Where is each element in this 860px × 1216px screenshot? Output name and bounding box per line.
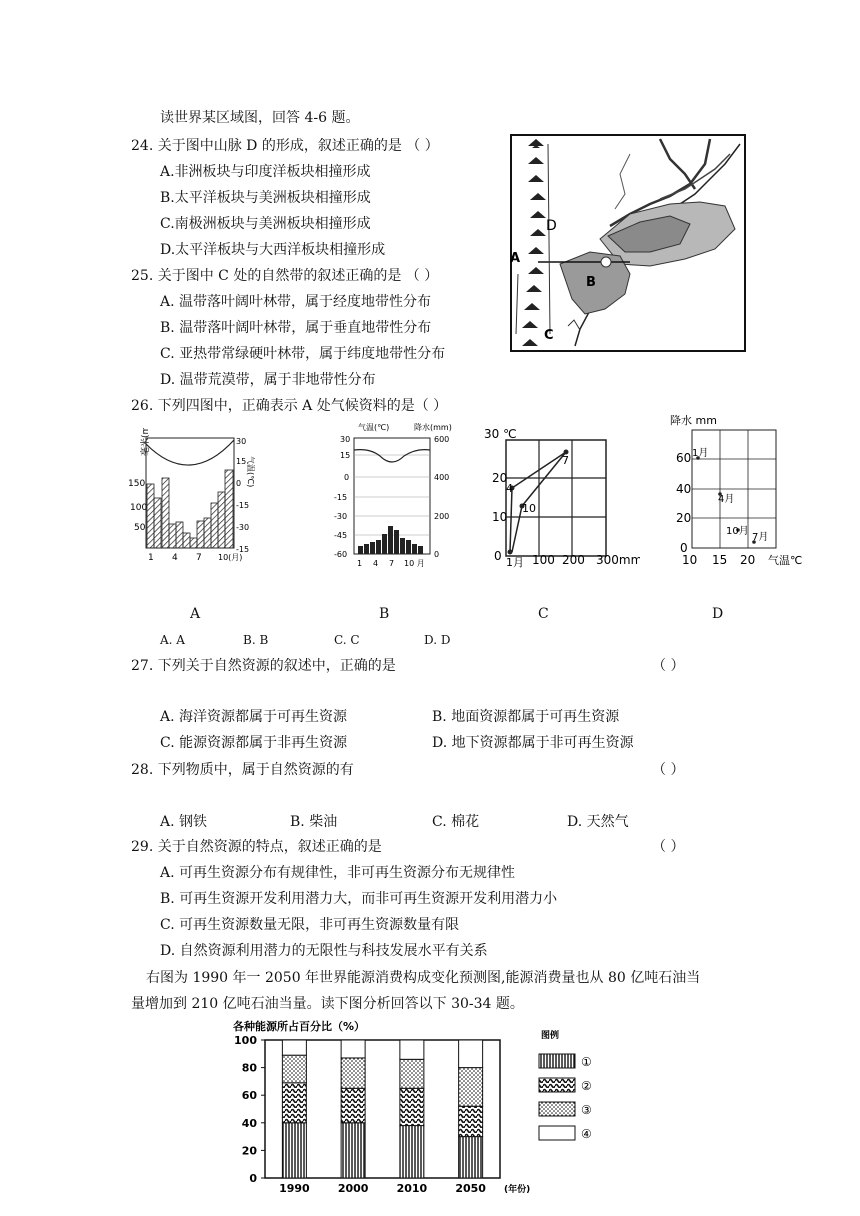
q24-stem: 24. 关于图中山脉 D 的形成，叙述正确的是 （ ） xyxy=(131,138,439,154)
chart-b-x-10: 10 月 xyxy=(404,559,425,568)
legend-swatch xyxy=(539,1126,575,1140)
intro2-line2: 量增加到 210 亿吨石油当量。读下图分析回答以下 30-34 题。 xyxy=(131,996,524,1012)
q25-option-c: C. 亚热带常绿硬叶林带，属于纬度地带性分布 xyxy=(160,346,446,362)
q25-option-a: A. 温带落叶阔叶林带，属于经度地带性分布 xyxy=(160,294,432,310)
chart-c-x-1: 1月 xyxy=(506,556,524,568)
chart-a-right-tick-15: 15 xyxy=(236,457,247,466)
q24-option-d: D.太平洋板块与大西洋板块相撞形成 xyxy=(160,242,386,258)
chart-d-y-20: 20 xyxy=(676,511,692,525)
q25-option-d: D. 温带荒漠带，属于非地带性分布 xyxy=(160,372,376,388)
figure-label-d: D xyxy=(712,606,724,622)
chart-b-right-tick-200: 200 xyxy=(434,512,450,521)
q26-option-d: D. D xyxy=(424,633,451,647)
chart-b-y-right-label: 降水(mm) xyxy=(414,423,452,432)
q29-option-d: D. 自然资源利用潜力的无限性与科技发展水平有关系 xyxy=(160,943,488,959)
chart-b-left-tick-m30: -30 xyxy=(334,512,348,521)
legend-swatch xyxy=(539,1078,575,1092)
q28-option-b: B. 柴油 xyxy=(290,814,338,830)
region-map xyxy=(510,134,746,356)
chart-a-right-tick-0: 0 xyxy=(236,479,242,488)
intro-text: 读世界某区域图，回答 4-6 题。 xyxy=(160,110,360,126)
chart-d-y-0: 0 xyxy=(680,541,688,555)
chart-d-x-label: 气温℃ xyxy=(768,554,803,567)
chart-a-x-1: 1 xyxy=(148,553,154,563)
chart-d-y-40: 40 xyxy=(676,482,692,496)
q29-stem: 29. 关于自然资源的特点，叙述正确的是 xyxy=(131,839,382,855)
legend-label: ① xyxy=(581,1055,592,1069)
climate-chart-a xyxy=(128,428,258,572)
q25-option-b: B. 温带落叶阔叶林带，属于垂直地带性分布 xyxy=(160,320,432,336)
chart-a-right-tick-30: 30 xyxy=(236,437,247,446)
chart-d-x-10: 10 xyxy=(682,553,698,567)
legend-label: ④ xyxy=(581,1127,592,1141)
bar-segment xyxy=(400,1126,424,1178)
chart-c-point-10: 10 xyxy=(522,502,536,515)
chart-b-right-tick-400: 400 xyxy=(434,473,450,482)
figure-label-c: C xyxy=(538,606,549,622)
x-axis-label: (年份) xyxy=(504,1185,531,1195)
chart-a-right-tick-m15: -15 xyxy=(236,501,250,510)
q26-option-b: B. B xyxy=(243,633,269,647)
q27-option-c: C. 能源资源都属于非再生资源 xyxy=(160,735,348,751)
q26-option-a: A. A xyxy=(160,633,185,647)
q24-option-a: A.非洲板块与印度洋板块相撞形成 xyxy=(160,164,371,180)
chart-b-right-tick-0: 0 xyxy=(434,550,440,559)
chart-b-left-tick-m60: -60 xyxy=(334,550,348,559)
q28-stem: 28. 下列物质中，属于自然资源的有 xyxy=(131,762,354,778)
chart-d-x-15: 15 xyxy=(712,553,728,567)
map-label-c: C xyxy=(544,328,554,343)
chart-c-point-4: 4 xyxy=(506,482,513,495)
legend-swatch xyxy=(539,1054,575,1068)
chart-a-right-tick-m30: -30 xyxy=(236,523,250,532)
figure-label-a: A xyxy=(190,606,201,622)
legend-title: 图例 xyxy=(541,1031,560,1041)
y-tick-label: 80 xyxy=(241,1061,257,1075)
q28-option-d: D. 天然气 xyxy=(567,814,629,830)
x-tick-label: 2000 xyxy=(337,1182,369,1195)
q26-stem: 26. 下列四图中，正确表示 A 处气候资料的是（ ） xyxy=(131,398,448,414)
q26-option-c: C. C xyxy=(334,633,360,647)
q27-option-d: D. 地下资源都属于非可再生资源 xyxy=(432,735,634,751)
q25-stem: 25. 关于图中 C 处的自然带的叙述正确的是 （ ） xyxy=(131,268,439,284)
chart-a-right-tick-m15b: -15 xyxy=(236,545,250,554)
bar-segment xyxy=(459,1106,483,1136)
chart-a-x-7: 7 xyxy=(196,553,202,563)
x-tick-label: 2010 xyxy=(396,1182,428,1195)
chart-d-y-60: 60 xyxy=(676,451,692,465)
chart-c-y-20: 20 xyxy=(492,471,508,485)
q27-paren: （ ） xyxy=(652,658,685,674)
chart-a-left-tick-100: 100 xyxy=(130,503,148,513)
map-label-a: A xyxy=(510,251,521,266)
chart-d-point-jan: 1月 xyxy=(692,448,709,459)
q28-paren: （ ） xyxy=(652,762,685,778)
q24-option-b: B.太平洋板块与美洲板块相撞形成 xyxy=(160,190,371,206)
q27-option-b: B. 地面资源都属于可再生资源 xyxy=(432,709,620,725)
chart-b-y-left-label: 气温(℃) xyxy=(358,423,390,432)
y-tick-label: 100 xyxy=(234,1034,257,1047)
chart-b-right-tick-600: 600 xyxy=(434,435,450,444)
chart-a-left-tick-150: 150 xyxy=(128,479,146,489)
bar-segment xyxy=(341,1058,365,1088)
chart-d-x-20: 20 xyxy=(740,553,756,567)
chart-a-left-tick-50: 50 xyxy=(134,523,146,533)
q24-option-c: C.南极洲板块与美洲板块相撞形成 xyxy=(160,216,371,232)
map-label-b: B xyxy=(586,275,596,290)
q29-paren: （ ） xyxy=(652,839,685,855)
bar-segment xyxy=(282,1055,306,1083)
chart-b-left-tick-0: 0 xyxy=(344,473,350,482)
legend-label: ③ xyxy=(581,1103,592,1117)
intro2-line1: 右图为 1990 年一 2050 年世界能源消费构成变化预测图,能源消费量也从 80 亿吨石油当 xyxy=(146,970,701,986)
chart-d-point-oct: 10月 xyxy=(726,526,749,537)
chart-c-y-0: 0 xyxy=(494,549,502,563)
q28-option-a: A. 钢铁 xyxy=(160,814,208,830)
chart-c-x-300: 300mm xyxy=(596,553,640,567)
bar-segment xyxy=(341,1088,365,1123)
chart-c-x-200: 200 xyxy=(562,553,585,567)
bar-segment xyxy=(459,1068,483,1107)
chart-a-x-4: 4 xyxy=(172,553,178,563)
bar-segment xyxy=(341,1040,365,1058)
chart-d-point-apr: 4月 xyxy=(718,494,735,505)
q29-option-b: B. 可再生资源开发利用潜力大，而非可再生资源开发利用潜力小 xyxy=(160,891,558,907)
q27-stem: 27. 下列关于自然资源的叙述中，正确的是 xyxy=(131,658,396,674)
bar-segment xyxy=(459,1137,483,1178)
q29-option-a: A. 可再生资源分布有规律性，非可再生资源分布无规律性 xyxy=(160,865,516,881)
chart-a-x-10: 10(月) xyxy=(218,553,243,562)
bar-segment xyxy=(400,1088,424,1125)
figure-label-b: B xyxy=(379,606,390,622)
q28-option-c: C. 棉花 xyxy=(432,814,480,830)
climate-chart-c xyxy=(480,418,640,572)
chart-d-point-jul: 7月 xyxy=(752,532,769,543)
chart-c-point-7: 7 xyxy=(562,454,569,467)
x-tick-label: 1990 xyxy=(279,1182,310,1195)
chart-c-x-100: 100 xyxy=(532,553,555,567)
chart-c-y-label: 30 ℃ xyxy=(484,427,517,441)
legend-label: ② xyxy=(581,1079,592,1093)
bar-segment xyxy=(459,1040,483,1068)
map-label-d: D xyxy=(546,218,557,234)
q29-option-c: C. 可再生资源数量无限，非可再生资源数量有限 xyxy=(160,917,460,933)
chart-b-left-tick-m45: -45 xyxy=(334,531,348,540)
chart-c-y-10: 10 xyxy=(492,510,508,524)
y-tick-label: 0 xyxy=(249,1172,257,1185)
x-tick-label: 2050 xyxy=(455,1182,486,1195)
q27-option-a: A. 海洋资源都属于可再生资源 xyxy=(160,709,348,725)
chart-b-left-tick-m15: -15 xyxy=(334,493,348,502)
y-tick-label: 40 xyxy=(241,1116,257,1130)
legend-swatch xyxy=(539,1102,575,1116)
bar-segment xyxy=(341,1123,365,1178)
y-tick-label: 20 xyxy=(241,1144,257,1158)
chart-a-y-left-label: 毫米(mm) xyxy=(141,428,151,456)
y-tick-label: 60 xyxy=(241,1089,257,1103)
chart-d-y-label: 降水 mm xyxy=(670,414,717,427)
bar-segment xyxy=(282,1040,306,1055)
bar-segment xyxy=(282,1083,306,1123)
energy-chart xyxy=(225,1018,625,1202)
chart-a-y-right-label: 气温(℃) xyxy=(246,456,255,488)
climate-chart-d xyxy=(670,410,820,574)
bar-segment xyxy=(400,1040,424,1059)
chart-title: 各种能源所占百分比（%） xyxy=(233,1020,366,1033)
chart-b-x-4: 4 xyxy=(373,559,379,568)
chart-b-left-tick-30: 30 xyxy=(340,435,351,444)
climate-chart-b xyxy=(330,420,465,574)
chart-b-x-1: 1 xyxy=(357,559,363,568)
bar-segment xyxy=(400,1059,424,1088)
chart-b-x-7: 7 xyxy=(389,559,395,568)
bar-segment xyxy=(282,1123,306,1178)
chart-b-left-tick-15: 15 xyxy=(340,451,351,460)
